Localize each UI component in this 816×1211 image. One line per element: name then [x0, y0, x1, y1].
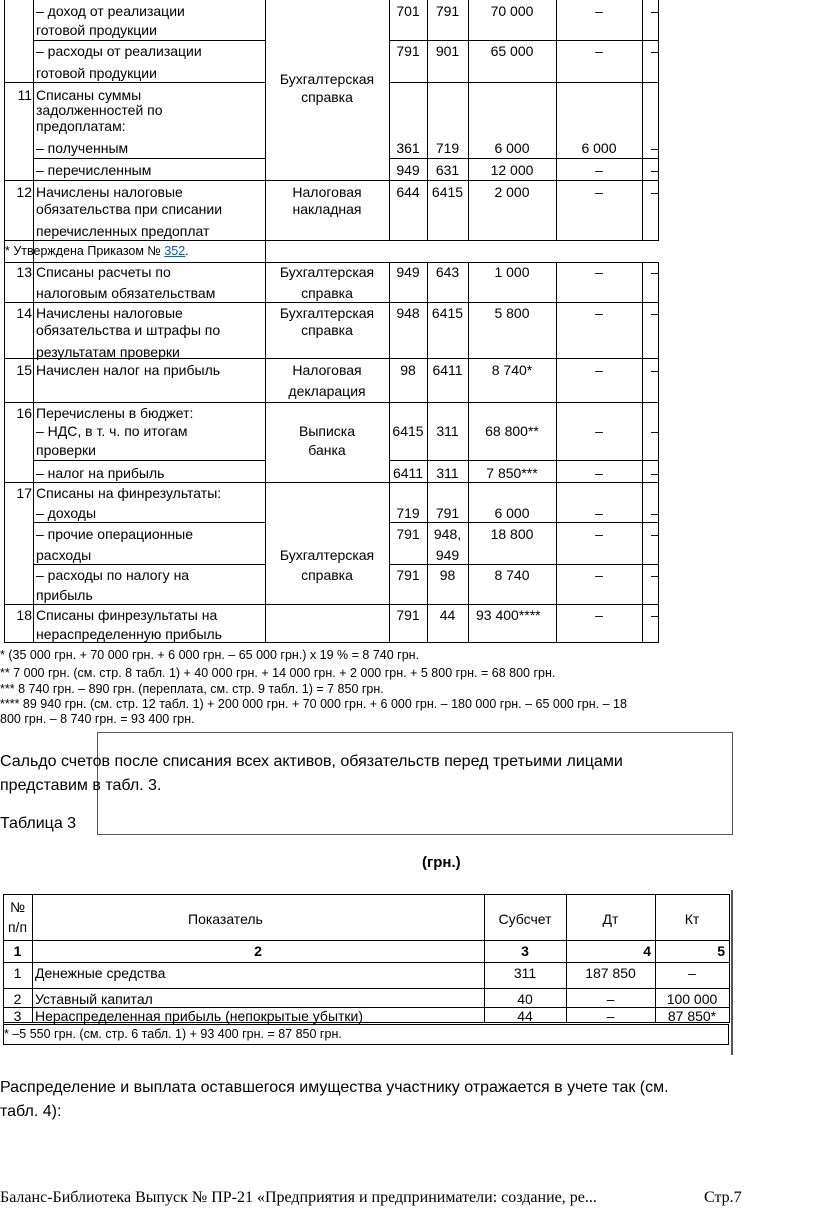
row-description: – НДС, в т. ч. по итогам [36, 423, 188, 439]
credit-account: 311 [436, 423, 459, 439]
col6-value: – [595, 162, 603, 178]
row-description: Списаны суммы [36, 87, 142, 103]
debit-account: 644 [396, 184, 420, 200]
footer-title: Баланс-Библиотека Выпуск № ПР-21 «Предприятия и предприниматели: создание, ре... [0, 1189, 597, 1206]
document-cell: справка [301, 322, 353, 338]
row-description: обязательства и штрафы по [36, 322, 221, 338]
credit-account: 98 [439, 567, 456, 583]
table-row-sub: 40 [517, 991, 533, 1007]
col6-value: – [595, 423, 603, 439]
table-row-name: Денежные средства [35, 965, 166, 981]
table-caption: Таблица 3 [0, 815, 77, 832]
col7-value: – [651, 505, 659, 521]
debit-account: 361 [396, 140, 420, 156]
row-description: Списаны финрезультаты на [36, 607, 218, 623]
col6-value: – [595, 526, 603, 542]
index-cell: 5 [717, 943, 725, 959]
col6-value: – [595, 264, 603, 280]
credit-account: 44 [439, 607, 456, 623]
col7-value: – [651, 3, 659, 19]
col7-value: – [651, 607, 659, 623]
table-row-name: Нераспределенная прибыль (непокрытые убытки) [35, 1008, 364, 1024]
paragraph-line: Сальдо счетов после списания всех активов, обязательств перед третьими лицами [0, 753, 623, 770]
row-description: – расходы от реализации [36, 43, 202, 59]
row-number: 14 [16, 305, 32, 321]
row-number: 17 [16, 485, 32, 501]
row-description: задолженностей по [36, 102, 163, 118]
table-row-credit: – [688, 965, 696, 981]
amount: 6 000 [494, 505, 530, 521]
document-cell: справка [301, 567, 353, 583]
debit-account: 949 [396, 264, 420, 280]
table-row-sub: 311 [513, 965, 537, 981]
col6-value: – [595, 362, 603, 378]
document-cell: Выписка [298, 423, 356, 439]
table-row-name: Уставный капитал [35, 991, 153, 1007]
amount: 1 000 [494, 264, 530, 280]
document-cell: Бухгалтерская [279, 264, 375, 280]
footnote: *** 8 740 грн. – 890 грн. (переплата, см. стр. 9 табл. 1) = 7 850 грн. [0, 682, 384, 696]
approved-note-tail: . [185, 244, 189, 258]
header-indicator: Показатель [188, 911, 263, 927]
row-description: проверки [36, 442, 96, 458]
document-cell: справка [301, 285, 353, 301]
credit-account: 6411 [432, 362, 463, 378]
credit-account: 791 [435, 505, 460, 521]
row-number: 15 [16, 362, 32, 378]
table-note: * –5 550 грн. (см. стр. 6 табл. 1) + 93 400 грн. = 87 850 грн. [4, 1027, 342, 1041]
document-cell: банка [308, 442, 346, 458]
debit-account: 701 [396, 3, 420, 19]
row-description: Списаны на финрезультаты: [36, 485, 222, 501]
row-description: Перечислены в бюджет: [36, 405, 194, 421]
table-row-debit: – [606, 1008, 615, 1024]
header-num: п/п [7, 919, 28, 935]
index-cell: 3 [521, 943, 529, 959]
table-row-num: 3 [13, 1008, 22, 1024]
header-credit: Кт [684, 911, 700, 927]
table-row-credit: 87 850* [667, 1008, 717, 1024]
order-link[interactable]: 352 [164, 244, 186, 258]
header-debit: Дт [602, 911, 619, 927]
table-row-debit: – [606, 991, 615, 1007]
document-cell: Бухгалтерская [279, 71, 375, 87]
row-description: – прочие операционные [36, 526, 193, 542]
credit-account: 901 [435, 43, 460, 59]
row-description: предоплатам: [36, 118, 126, 134]
row-description: готовой продукции [36, 22, 157, 38]
header-num: № [9, 899, 26, 915]
col6-value: – [595, 607, 603, 623]
amount: 65 000 [490, 43, 534, 59]
col6-value: – [595, 184, 603, 200]
amount: 6 000 [494, 140, 530, 156]
amount: 70 000 [490, 3, 534, 19]
amount: 68 800** [485, 423, 539, 439]
table-row-credit: 100 000 [666, 991, 718, 1007]
amount: 93 400**** [476, 607, 541, 623]
credit-account: 948, [433, 526, 462, 542]
table-row-debit: 187 850 [585, 965, 636, 981]
document-cell: Бухгалтерская [279, 547, 375, 563]
debit-account: 949 [396, 162, 420, 178]
amount: 8 740* [491, 362, 533, 378]
col7-value: – [651, 423, 659, 439]
amount: 18 800 [490, 526, 534, 542]
footnote: 800 грн. – 8 740 грн. = 93 400 грн. [0, 712, 195, 726]
debit-account: 98 [400, 362, 416, 378]
col6-value: – [595, 305, 603, 321]
credit-account: 311 [436, 465, 459, 481]
row-number: 12 [16, 184, 32, 200]
row-description: Списаны расчеты по [36, 264, 171, 280]
page-number: Стр.7 [704, 1189, 742, 1206]
row-number: 18 [16, 607, 32, 623]
table-row-num: 1 [13, 965, 22, 981]
col7-value: – [651, 567, 659, 583]
document-cell: накладная [292, 201, 362, 217]
amount: 7 850*** [486, 465, 538, 481]
credit-account: 643 [435, 264, 460, 280]
credit-account: 6415 [431, 184, 464, 200]
index-cell: 4 [643, 943, 651, 959]
row-description: перечисленных предоплат [36, 223, 210, 239]
index-cell: 2 [254, 943, 262, 959]
document-cell: Налоговая [292, 184, 362, 200]
col7-value: – [651, 362, 659, 378]
header-subaccount: Субсчет [498, 911, 552, 927]
paragraph [0, 1076, 669, 1124]
document-cell: Бухгалтерская [279, 305, 375, 321]
paragraph [0, 750, 623, 798]
row-description: – налог на прибыль [36, 465, 165, 481]
credit-account: 791 [435, 3, 460, 19]
approved-note [5, 244, 189, 259]
col7-value: – [651, 43, 659, 59]
table-row-num: 2 [13, 991, 22, 1007]
col6-value: – [595, 465, 603, 481]
row-description: Начислены налоговые [36, 184, 183, 200]
debit-account: 948 [396, 305, 420, 321]
col6-value: – [595, 3, 603, 19]
row-description: – расходы по налогу на [36, 567, 190, 583]
row-description: налоговым обязательствам [36, 285, 216, 301]
document-cell: справка [301, 89, 353, 105]
row-description: – доход от реализации [36, 3, 185, 19]
paragraph-line: представим в табл. 3. [0, 777, 162, 794]
credit-account: 631 [435, 162, 460, 178]
row-description: прибыль [36, 587, 93, 603]
row-description: готовой продукции [36, 65, 157, 81]
debit-account: 791 [396, 607, 420, 623]
row-description: нераспределенную прибыль [36, 626, 222, 642]
amount: 12 000 [490, 162, 534, 178]
row-description: обязательства при списании [36, 201, 223, 217]
table-row-sub: 44 [517, 1008, 533, 1024]
approved-note-text: * Утверждена Приказом № [5, 244, 165, 258]
col6-value: 6 000 [581, 140, 617, 156]
col7-value: – [651, 465, 659, 481]
footnote: **** 89 940 грн. (см. стр. 12 табл. 1) + 200 000 грн. + 70 000 грн. + 6 000 грн. – 180 000 грн. – 65 000 грн. – 18 [0, 697, 627, 711]
row-description: расходы [36, 547, 92, 563]
debit-account: 6411 [392, 465, 424, 481]
footnote: * (35 000 грн. + 70 000 грн. + 6 000 грн. – 65 000 грн.) x 19 % = 8 740 грн. [0, 648, 420, 662]
amount: 2 000 [494, 184, 530, 200]
row-description: Начислен налог на прибыль [36, 362, 221, 378]
row-number: 13 [16, 264, 32, 280]
col7-value: – [651, 184, 659, 200]
row-description: Начислены налоговые [36, 305, 183, 321]
col7-value: – [651, 305, 659, 321]
credit-account: 6415 [431, 305, 464, 321]
index-cell: 1 [13, 943, 22, 959]
row-number: 11 [17, 87, 32, 103]
debit-account: 791 [396, 43, 420, 59]
balance-table [0, 890, 740, 1060]
amount: 8 740 [494, 567, 530, 583]
amount: 5 800 [494, 305, 530, 321]
footnote: ** 7 000 грн. (см. стр. 8 табл. 1) + 40 000 грн. + 14 000 грн. + 2 000 грн. + 5 800 грн. = 68 800 грн. [0, 666, 556, 680]
row-description: – доходы [36, 505, 97, 521]
debit-account: 6415 [392, 423, 424, 439]
col6-value: – [595, 505, 603, 521]
document-cell: декларация [288, 383, 366, 399]
col6-value: – [595, 43, 603, 59]
table-unit: (грн.) [422, 854, 461, 871]
debit-account: 719 [396, 505, 420, 521]
paragraph-line: Распределение и выплата оставшегося имущества участнику отражается в учете так (см. [0, 1079, 669, 1096]
col7-value: – [651, 162, 659, 178]
col7-value: – [651, 264, 659, 280]
row-description: – полученным [36, 140, 129, 156]
col7-value: – [651, 140, 659, 156]
debit-account: 791 [396, 526, 420, 542]
row-description: результатам проверки [36, 344, 180, 360]
document-cell: Налоговая [292, 362, 362, 378]
row-description: – перечисленным [36, 162, 152, 178]
col7-value: – [651, 526, 659, 542]
debit-account: 791 [396, 567, 420, 583]
credit-account: 719 [435, 140, 460, 156]
row-number: 16 [16, 405, 32, 421]
col6-value: – [595, 567, 603, 583]
paragraph-line: табл. 4): [0, 1103, 62, 1120]
credit-account: 949 [435, 547, 460, 563]
